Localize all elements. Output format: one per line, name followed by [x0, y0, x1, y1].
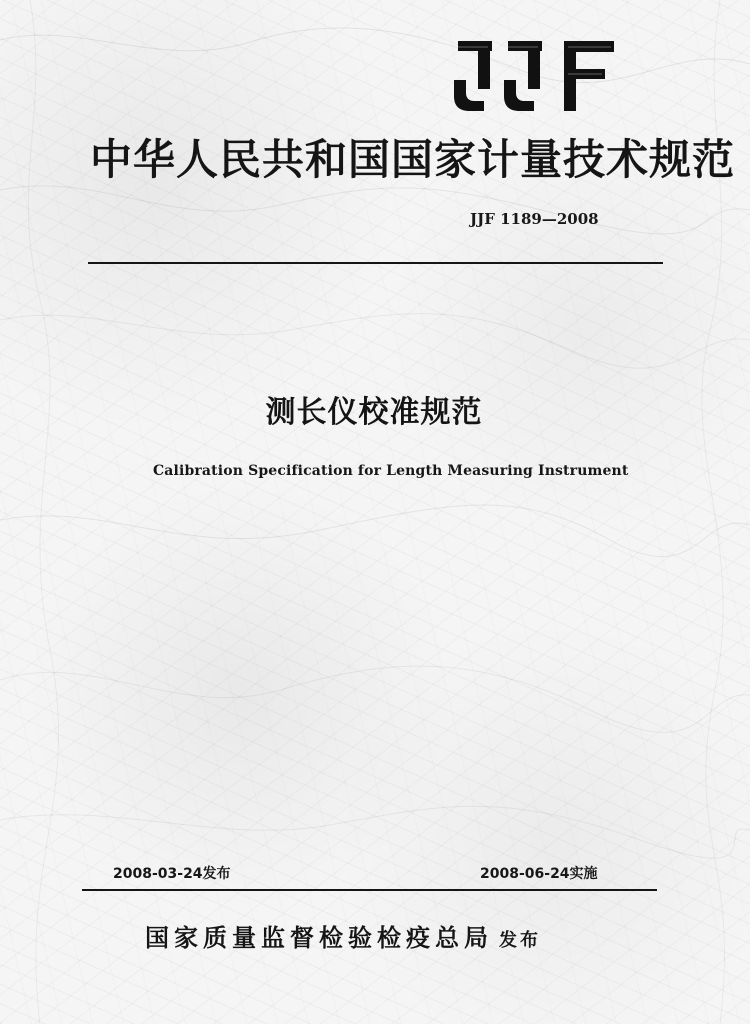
issuer-name: 国家质量监督检验检疫总局 [145, 923, 493, 952]
issuer-line [145, 918, 615, 953]
header-title: 中华人民共和国国家计量技术规范 [90, 135, 736, 184]
footer-rule [82, 889, 657, 891]
document-code: JJF 1189—2008 [470, 210, 599, 228]
main-title-en: Calibration Specification for Length Measuring Instrument [153, 463, 629, 479]
main-title-cn: 测长仪校准规范 [265, 395, 483, 430]
jjf-logo [446, 35, 631, 115]
effective-date: 2008-06-24实施 [480, 866, 598, 882]
issued-date: 2008-03-24发布 [113, 866, 231, 882]
header-rule [88, 262, 663, 264]
issuer-note: 发布 [499, 930, 541, 951]
